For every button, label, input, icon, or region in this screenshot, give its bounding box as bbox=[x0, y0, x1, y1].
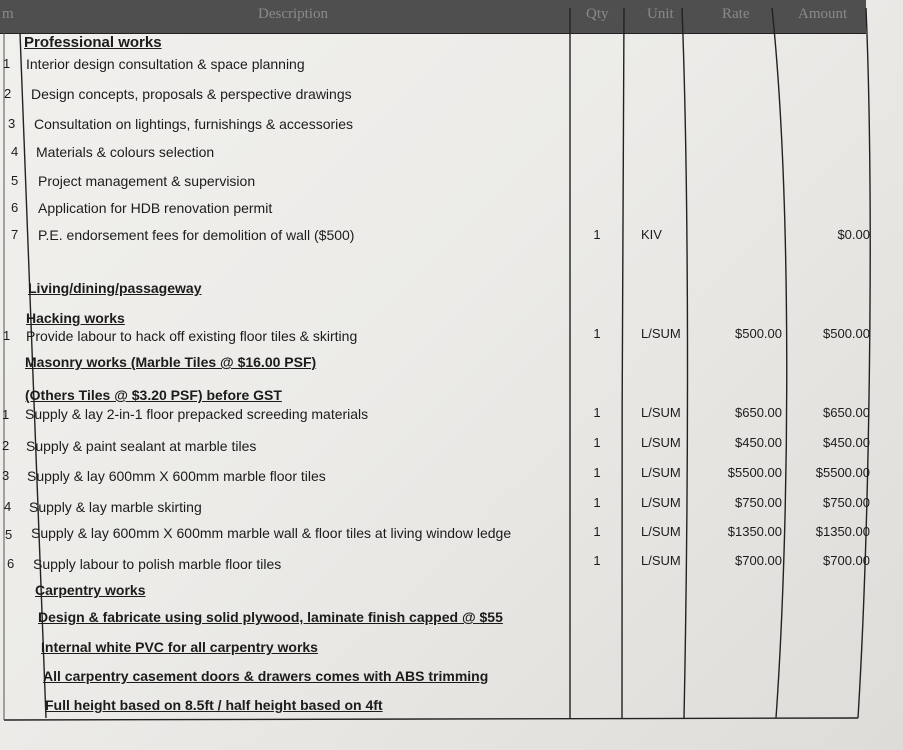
item-description: Supply & lay 600mm X 600mm marble floor tiles bbox=[27, 468, 326, 484]
item-unit: L/SUM bbox=[641, 495, 681, 510]
item-description: Provide labour to hack off existing floor tiles & skirting bbox=[26, 328, 358, 344]
item-amount: $5500.00 bbox=[815, 465, 870, 480]
item-qty: 1 bbox=[593, 227, 601, 242]
item-description: Supply & lay 600mm X 600mm marble wall & floor tiles at living window ledge bbox=[31, 525, 512, 541]
item-qty: 1 bbox=[593, 435, 601, 450]
item-description: Supply & lay marble skirting bbox=[29, 499, 202, 515]
carpentry-note: Design & fabricate using solid plywood, laminate finish capped @ $55 bbox=[38, 609, 503, 625]
header-amount: Amount bbox=[798, 6, 848, 22]
item-number: 5 bbox=[5, 527, 13, 542]
item-amount: $750.00 bbox=[823, 495, 870, 510]
item-qty: 1 bbox=[593, 495, 601, 510]
carpentry-note: Internal white PVC for all carpentry works bbox=[41, 639, 318, 655]
item-amount: $500.00 bbox=[823, 326, 870, 341]
header-qty: Qty bbox=[586, 6, 609, 22]
section-others-tiles: (Others Tiles @ $3.20 PSF) before GST bbox=[25, 387, 282, 403]
item-qty: 1 bbox=[593, 524, 601, 539]
carpentry-note: Full height based on 8.5ft / half height based on 4ft bbox=[45, 697, 383, 713]
item-unit: L/SUM bbox=[641, 553, 681, 568]
item-rate: $700.00 bbox=[735, 553, 782, 568]
item-rate: $5500.00 bbox=[727, 465, 782, 480]
header-item: m bbox=[2, 6, 14, 22]
item-unit: KIV bbox=[641, 227, 662, 242]
item-unit: L/SUM bbox=[641, 405, 681, 420]
section-masonry: Masonry works (Marble Tiles @ $16.00 PSF) bbox=[25, 354, 317, 370]
item-amount: $650.00 bbox=[823, 405, 870, 420]
carpentry-note: All carpentry casement doors & drawers comes with ABS trimming bbox=[43, 668, 489, 684]
item-unit: L/SUM bbox=[641, 435, 681, 450]
section-hacking: Hacking works bbox=[26, 310, 125, 326]
item-qty: 1 bbox=[593, 553, 601, 568]
item-rate: $1350.00 bbox=[727, 524, 782, 539]
item-number: 4 bbox=[4, 499, 12, 514]
item-amount: $700.00 bbox=[823, 553, 870, 568]
item-amount: $0.00 bbox=[837, 227, 870, 242]
item-qty: 1 bbox=[593, 465, 601, 480]
item-rate: $500.00 bbox=[735, 326, 782, 341]
item-description: Application for HDB renovation permit bbox=[38, 200, 273, 216]
item-amount: $450.00 bbox=[823, 435, 870, 450]
item-unit: L/SUM bbox=[641, 524, 681, 539]
item-number: 2 bbox=[2, 438, 10, 453]
item-number: 1 bbox=[2, 407, 10, 422]
item-description: Supply & lay 2-in-1 floor prepacked screeding materials bbox=[25, 406, 369, 422]
item-qty: 1 bbox=[593, 326, 601, 341]
item-number: 4 bbox=[11, 144, 19, 159]
header-description: Description bbox=[258, 6, 328, 22]
item-unit: L/SUM bbox=[641, 326, 681, 341]
item-description: Design concepts, proposals & perspective drawings bbox=[31, 86, 352, 102]
item-number: 6 bbox=[11, 200, 19, 215]
item-rate: $450.00 bbox=[735, 435, 782, 450]
item-description: Interior design consultation & space planning bbox=[26, 56, 305, 72]
item-number: 2 bbox=[4, 86, 12, 101]
header-rate: Rate bbox=[722, 6, 750, 22]
item-rate: $650.00 bbox=[735, 405, 782, 420]
item-description: Materials & colours selection bbox=[36, 144, 215, 160]
item-number: 7 bbox=[11, 227, 19, 242]
section-living: Living/dining/passageway bbox=[28, 280, 202, 296]
item-unit: L/SUM bbox=[641, 465, 681, 480]
item-amount: $1350.00 bbox=[815, 524, 870, 539]
item-description: Supply & paint sealant at marble tiles bbox=[26, 438, 257, 454]
section-carpentry: Carpentry works bbox=[35, 582, 146, 598]
item-description: Supply labour to polish marble floor tiles bbox=[33, 556, 282, 572]
item-description: Consultation on lightings, furnishings & accessories bbox=[34, 116, 354, 132]
item-description: Project management & supervision bbox=[38, 173, 256, 189]
section-professional: Professional works bbox=[24, 34, 162, 51]
item-number: 1 bbox=[3, 328, 11, 343]
item-number: 3 bbox=[2, 468, 10, 483]
item-number: 3 bbox=[8, 116, 16, 131]
item-number: 1 bbox=[3, 56, 11, 71]
header-unit: Unit bbox=[647, 6, 674, 22]
item-description: P.E. endorsement fees for demolition of wall ($500) bbox=[38, 227, 355, 243]
item-rate: $750.00 bbox=[735, 495, 782, 510]
item-number: 5 bbox=[11, 173, 19, 188]
item-number: 6 bbox=[7, 556, 15, 571]
item-qty: 1 bbox=[593, 405, 601, 420]
